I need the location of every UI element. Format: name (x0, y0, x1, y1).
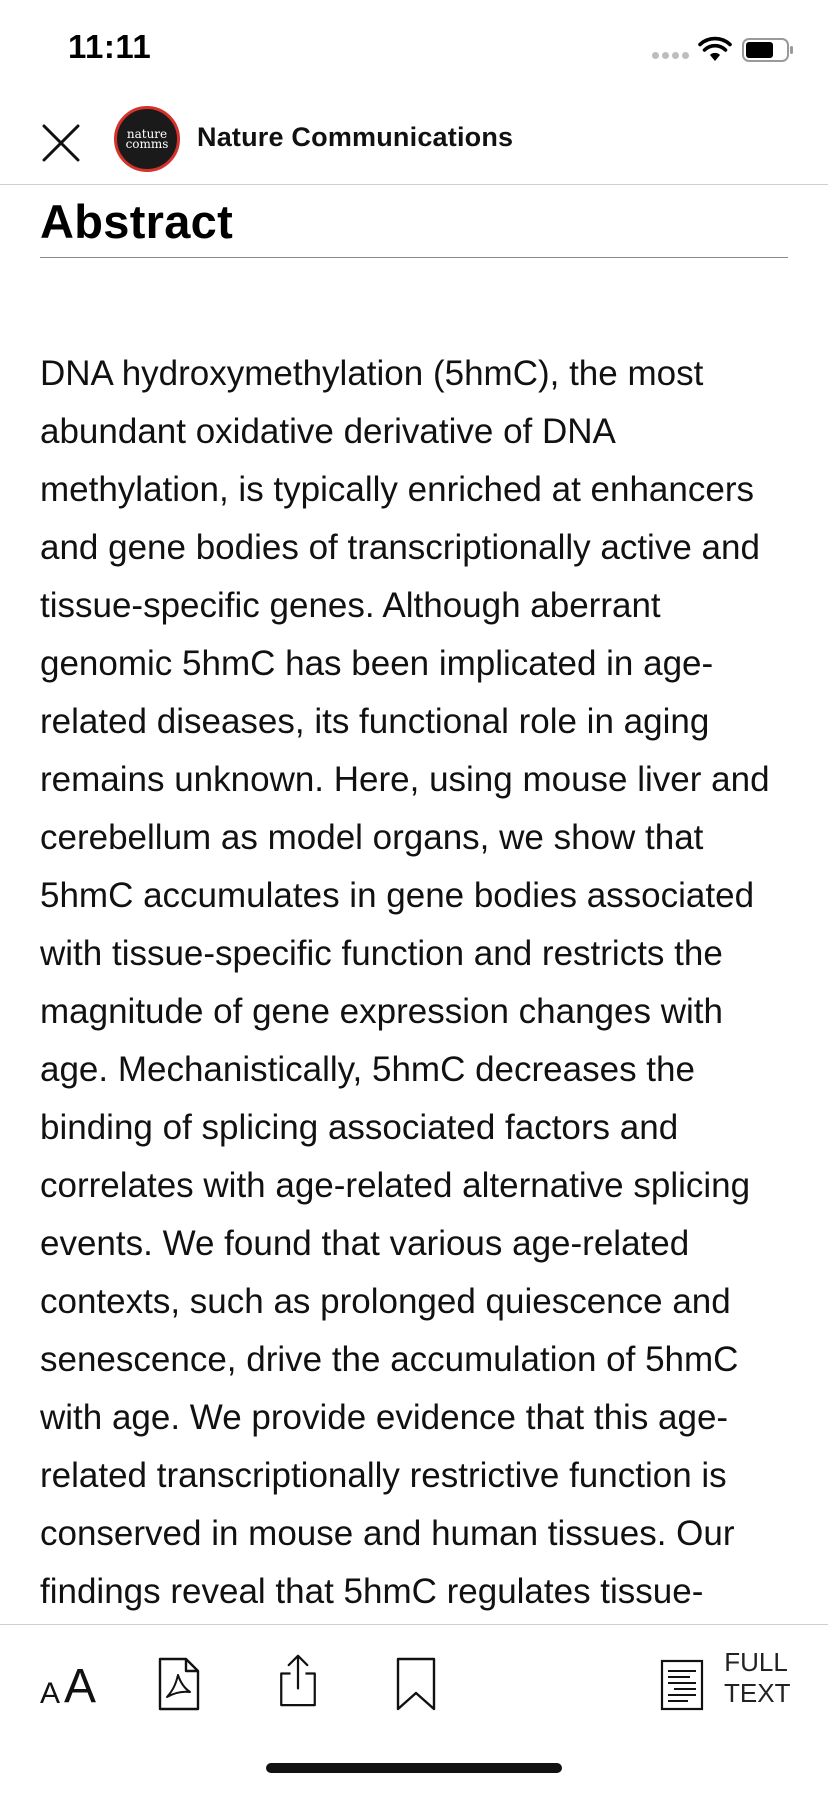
bookmark-button[interactable] (392, 1657, 440, 1711)
heading-divider (40, 257, 788, 258)
full-text-label-line2: TEXT (724, 1678, 791, 1708)
abstract-text: DNA hydroxymethylation (5hmC), the most abundant oxidative derivative of DNA methylation, is typically enriched at enhancers and gene bodies of transcriptionally active and tissue-specific genes. Although aberrant genomic 5hmC has been implicated in age-related diseases, its functional role in aging remains unknown. Here, using mouse liver and cerebellum as model organs, we show that 5hmC accumulates in gene bodies associated with tissue-specific function and restricts the magnitude of gene expression changes with age. Mechanistically, 5hmC decreases the binding of splicing associated factors and correlates with age-related alternative splicing events. We found that various age-related contexts, such as prolonged quiescence and senescence, drive the accumulation of 5hmC with age. We provide evidence that this age-related transcriptionally restrictive function is conserved in mouse and human tissues. Our findings reveal that 5hmC regulates tissue- (40, 354, 770, 1611)
journal-logo-line1: nature (126, 127, 168, 141)
status-bar (0, 0, 828, 96)
battery-icon (742, 38, 794, 62)
pdf-icon (160, 1659, 198, 1709)
journal-title: Nature Communications (197, 122, 514, 152)
wifi-icon (698, 36, 732, 62)
full-text-label-line1: FULL (724, 1647, 788, 1677)
font-size-button[interactable] (40, 1659, 97, 1713)
font-size-small-label: A (40, 1677, 61, 1710)
full-text-button[interactable] (724, 1647, 791, 1709)
journal-logo (114, 106, 180, 172)
full-text-icon[interactable] (660, 1659, 704, 1711)
bookmark-icon (398, 1659, 434, 1709)
share-button[interactable] (274, 1653, 322, 1707)
app-header (0, 96, 828, 185)
pdf-button[interactable] (154, 1657, 202, 1711)
status-time: 11:11 (68, 28, 152, 65)
close-button[interactable] (36, 118, 86, 168)
section-heading: Abstract (40, 195, 234, 248)
share-icon (281, 1656, 315, 1705)
close-icon (44, 126, 78, 160)
home-indicator[interactable] (266, 1763, 562, 1773)
signal-dots-icon (652, 52, 690, 60)
journal-logo-line2: comms (125, 137, 169, 151)
font-size-large-label: A (64, 1660, 97, 1713)
